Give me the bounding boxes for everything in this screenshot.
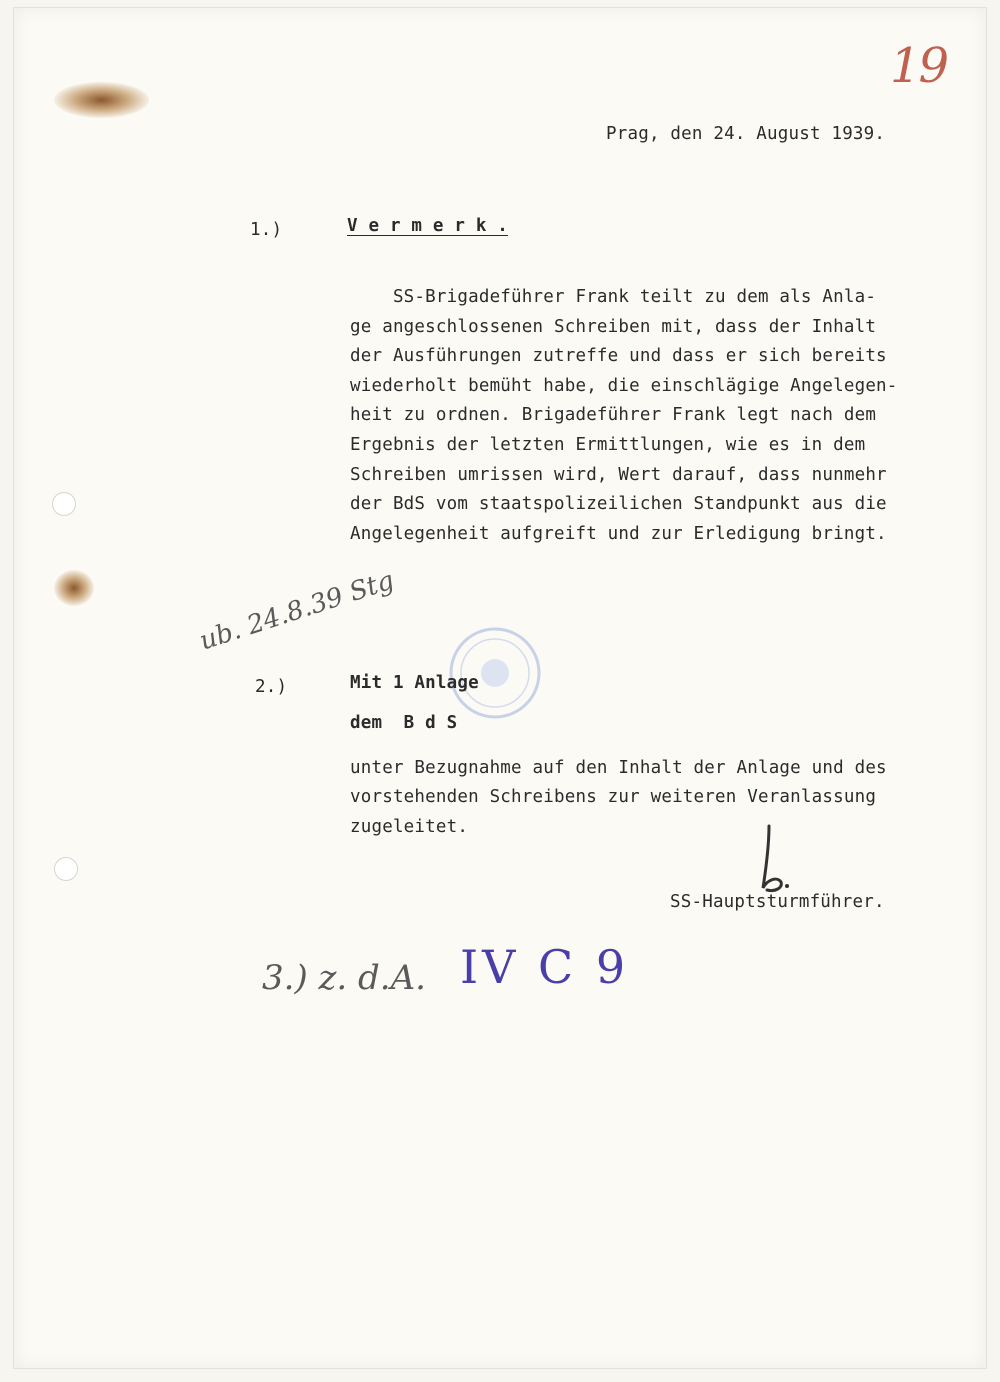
paragraph-line: SS-Brigadeführer Frank teilt zu dem als Anla- — [350, 287, 877, 307]
section1-heading: V e r m e r k . — [347, 216, 509, 236]
signature-mark — [755, 822, 795, 902]
paragraph-line: wiederholt bemüht habe, die einschlägige Angelegen- — [350, 376, 898, 396]
section2-number: 2.) — [255, 677, 288, 697]
paragraph-line: heit zu ordnen. Brigadeführer Frank legt nach dem — [350, 405, 877, 425]
paragraph-line: Angelegenheit aufgreift und zur Erledigung bringt. — [350, 524, 887, 544]
rust-stain-middle — [54, 570, 94, 606]
section1-number: 1.) — [250, 220, 283, 240]
handwritten-initials-note: ub. 24.8.39 Stg — [196, 565, 398, 657]
section2-enclosure: Mit 1 Anlage — [350, 673, 479, 693]
paragraph-line: Schreiben umrissen wird, Wert darauf, dass nunmehr — [350, 465, 887, 485]
paragraph-line: unter Bezugnahme auf den Inhalt der Anlage und des — [350, 758, 887, 778]
paragraph-line: ge angeschlossenen Schreiben mit, dass der Inhalt — [350, 317, 877, 337]
handwritten-section3: 3.) z. d.A. — [262, 958, 426, 998]
punch-hole-bottom — [54, 857, 78, 881]
paragraph-line: vorstehenden Schreibens zur weiteren Veranlassung — [350, 787, 877, 807]
rust-stain-top — [54, 82, 149, 118]
place-date: Prag, den 24. August 1939. — [606, 124, 886, 144]
punch-hole-top — [52, 492, 76, 516]
paragraph-line: Ergebnis der letzten Ermittlungen, wie es in dem — [350, 435, 866, 455]
handwritten-reference: IV C 9 — [460, 940, 630, 994]
signature-title: SS-Hauptsturmführer. — [670, 892, 885, 912]
paragraph-line: der Ausführungen zutreffe und dass er sich bereits — [350, 346, 887, 366]
page-number: 19 — [890, 38, 948, 94]
section2-recipient: dem B d S — [350, 713, 458, 733]
paragraph-line: der BdS vom staatspolizeilichen Standpunkt aus die — [350, 494, 887, 514]
paragraph-line: zugeleitet. — [350, 817, 469, 837]
